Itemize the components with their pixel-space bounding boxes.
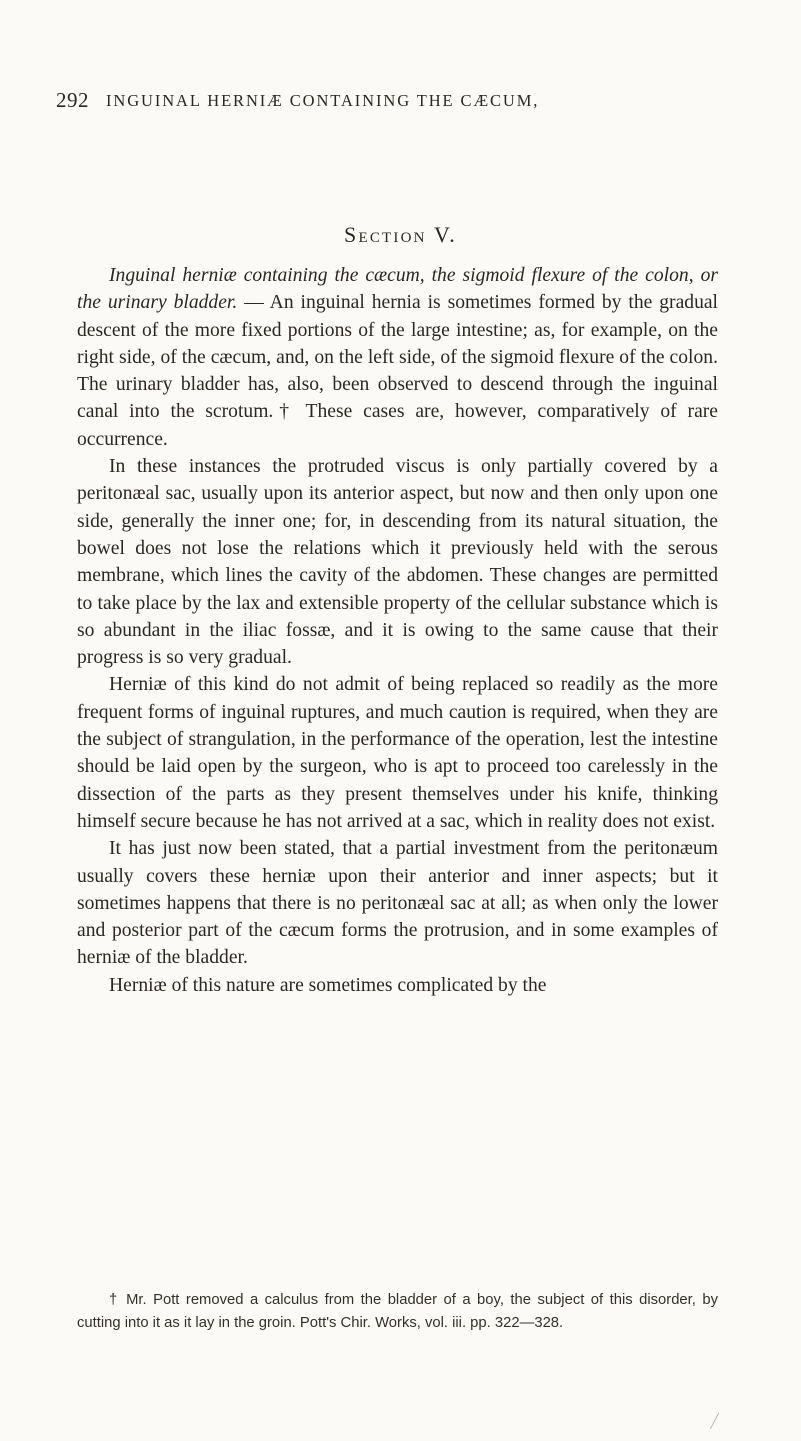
paragraph-3: Herniæ of this kind do not admit of being replaced so readily as the more frequent forms of inguinal ruptures, and much caution is required, when they are the subject of strangulation, in the performance of the operation, lest the intestine should be laid open by the surgeon, who is apt to proceed too carelessly in the dissection of the parts as they present themselves under his knife, thinking himself secure because he has not arrived at a sac, which in reality does not exist. [77,674,718,832]
page-number: 292 [56,88,89,112]
section-heading-italic: Inguinal herniæ containing the cæcum, the sigmoid flexure of the colon, or the urinary bladder. [77,265,718,314]
paragraph-2: In these instances the protruded viscus is only partially covered by a peritonæal sac, usually upon its anterior aspect, but now and then only upon one side, generally the inner one; for, in descending from its natural situation, the bowel does not lose the relations which it previously held with the serous membrane, which lines the cavity of the abdomen. These changes are permitted to take place by the lax and extensible property of the cellular substance which is so abundant in the iliac fossæ, and it is owing to the same cause that their progress is so very gradual. [77,456,718,669]
body-text [77,262,718,999]
running-head [56,88,756,118]
footnote [77,1289,718,1335]
paragraph-4: It has just now been stated, that a partial investment from the peritonæum usually covers these herniæ upon their anterior and inner aspects; but it sometimes happens that there is no peritonæal sac at all; as when only the lower and posterior part of the cæcum forms the protrusion, and in some examples of herniæ of the bladder. [77,838,718,969]
page-mark [710,1413,719,1429]
footnote-text: † Mr. Pott removed a calculus from the bladder of a boy, the subject of this disorder, by cutting into it as it lay in the groin. Pott's Chir. Works, vol. iii. pp. 322—328. [77,1292,718,1331]
section-title: Section V. [344,222,457,247]
paragraph-1-text: — An inguinal hernia is sometimes formed by the gradual descent of the more fixed portions of the large intestine; as, for example, on the right side, of the cæcum, and, on the left side, of the sigmoid flexure of the colon. The urinary bladder has, also, been observed to descend through the inguinal canal into the scrotum.† These cases are, however, comparatively of rare occurrence. [77,292,719,450]
paragraph-5: Herniæ of this nature are sometimes complicated by the [109,974,547,996]
paragraph-1 [77,262,718,453]
running-title: INGUINAL HERNIÆ CONTAINING THE CÆCUM, [106,91,540,110]
